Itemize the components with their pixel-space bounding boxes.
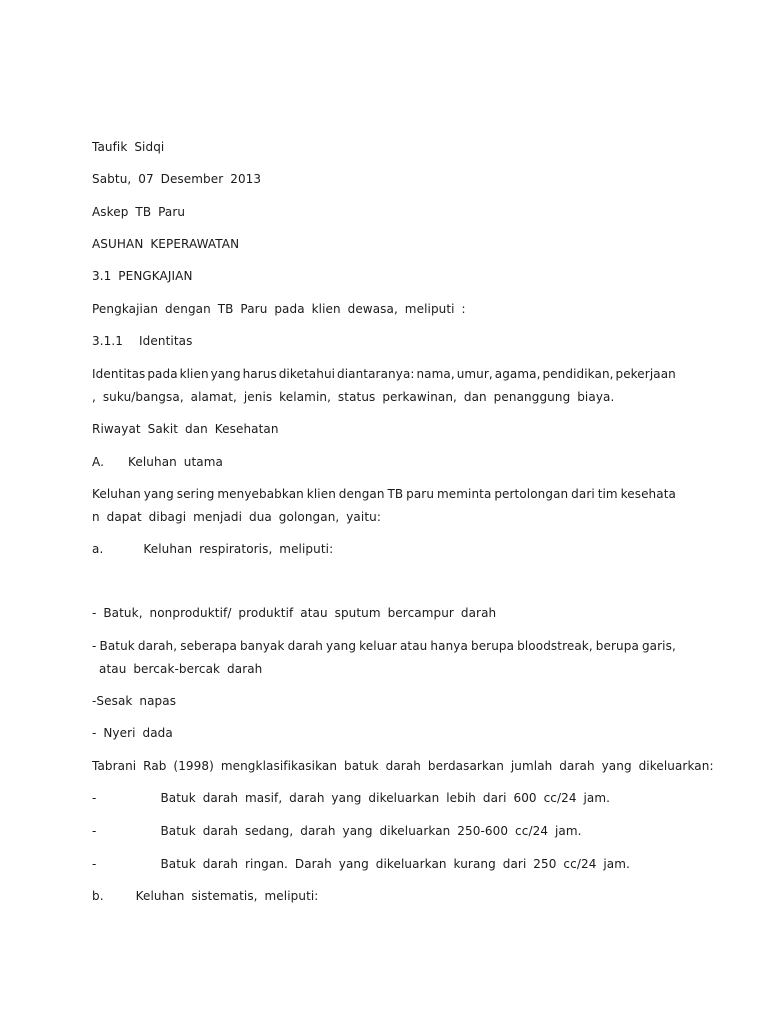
word: bloodstreak, [517, 639, 593, 653]
klasifikasi-sedang-text: Batuk darah sedang, darah yang dikeluarkan 250-600 cc/24 jam. [160, 824, 582, 838]
dash-marker: - [92, 791, 97, 805]
word: klien [179, 367, 209, 381]
word: berupa [470, 639, 515, 653]
keluhan-utama-letter: A. [92, 455, 105, 469]
subsection-heading [92, 330, 676, 352]
sistematis-letter: b. [92, 889, 104, 903]
word: menyebabkan [217, 487, 304, 501]
tabrani-text: Tabrani Rab (1998) mengklasifikasikan batuk darah berdasarkan jumlah darah yang dikeluarkan: [92, 759, 714, 773]
word: meminta [436, 487, 492, 501]
word: dengan [338, 487, 385, 501]
identitas-paragraph-line-2: , suku/bangsa, alamat, jenis kelamin, status perkawinan, dan penanggung biaya. [92, 390, 615, 404]
word: pendidikan, [542, 367, 614, 381]
word: TB [387, 487, 404, 501]
sistematis-title: Keluhan sistematis, meliputi: [135, 889, 319, 903]
word: hanya [430, 639, 468, 653]
bullet-batuk-darah-line-2: atau bercak-bercak darah [99, 662, 263, 676]
keluhan-utama-title: Keluhan utama [128, 455, 223, 469]
respiratoris-heading [92, 538, 676, 560]
word: seberapa [180, 639, 237, 653]
keluhan-paragraph-line-2: n dapat dibagi menjadi dua golongan, yaitu: [92, 510, 381, 524]
dash-marker: - [92, 824, 97, 838]
intro-text: Pengkajian dengan TB Paru pada klien dewasa, meliputi : [92, 302, 466, 316]
word: pekerjaan [615, 367, 676, 381]
bullet-batuk-darah-line-1 [92, 635, 676, 657]
date-line: Sabtu, 07 Desember 2013 [92, 172, 262, 186]
word: kesehata [620, 487, 676, 501]
word: - [92, 639, 97, 653]
word: yang [326, 639, 357, 653]
respiratoris-letter: a. [92, 542, 104, 556]
word: nama, [416, 367, 455, 381]
subsection-title: Identitas [139, 334, 193, 348]
word: yang [143, 487, 174, 501]
word: tim [597, 487, 618, 501]
klasifikasi-masif-text: Batuk darah masif, darah yang dikeluarkan lebih dari 600 cc/24 jam. [160, 791, 611, 805]
main-heading: ASUHAN KEPERAWATAN [92, 237, 240, 251]
keluhan-utama-heading [92, 451, 676, 473]
respiratoris-title: Keluhan respiratoris, meliputi: [143, 542, 334, 556]
word: umur, [456, 367, 493, 381]
section-heading: 3.1 PENGKAJIAN [92, 269, 193, 283]
klasifikasi-masif [92, 787, 676, 809]
word: diketahui [278, 367, 336, 381]
word: atau [399, 639, 428, 653]
klasifikasi-ringan [92, 853, 676, 875]
word: harus [242, 367, 277, 381]
word: darah, [137, 639, 178, 653]
word: diantaranya: [336, 367, 415, 381]
word: banyak [239, 639, 285, 653]
doc-title: Askep TB Paru [92, 205, 186, 219]
word: sering [176, 487, 215, 501]
dash-marker: - [92, 857, 97, 871]
word: pada [147, 367, 178, 381]
keluhan-paragraph-line-1 [92, 483, 676, 505]
word: pertolongan [494, 487, 569, 501]
word: garis, [641, 639, 676, 653]
klasifikasi-sedang [92, 820, 676, 842]
bullet-batuk: - Batuk, nonproduktif/ produktif atau sputum bercampur darah [92, 606, 497, 620]
klasifikasi-ringan-text: Batuk darah ringan. Darah yang dikeluarkan kurang dari 250 cc/24 jam. [160, 857, 630, 871]
word: Keluhan [92, 487, 141, 501]
bullet-nyeri-dada: - Nyeri dada [92, 726, 173, 740]
word: paru [406, 487, 435, 501]
word: keluar [359, 639, 397, 653]
subsection-number: 3.1.1 [92, 334, 124, 348]
word: Identitas [92, 367, 146, 381]
word: dari [571, 487, 595, 501]
bullet-sesak-napas: -Sesak napas [92, 694, 177, 708]
word: darah [287, 639, 323, 653]
identitas-paragraph-line-1 [92, 363, 676, 385]
word: klien [306, 487, 336, 501]
riwayat-heading: Riwayat Sakit dan Kesehatan [92, 422, 279, 436]
word: yang [210, 367, 241, 381]
word: berupa [595, 639, 639, 653]
word: Batuk [99, 639, 135, 653]
author-line: Taufik Sidqi [92, 140, 165, 154]
sistematis-heading [92, 885, 676, 907]
word: agama, [494, 367, 541, 381]
